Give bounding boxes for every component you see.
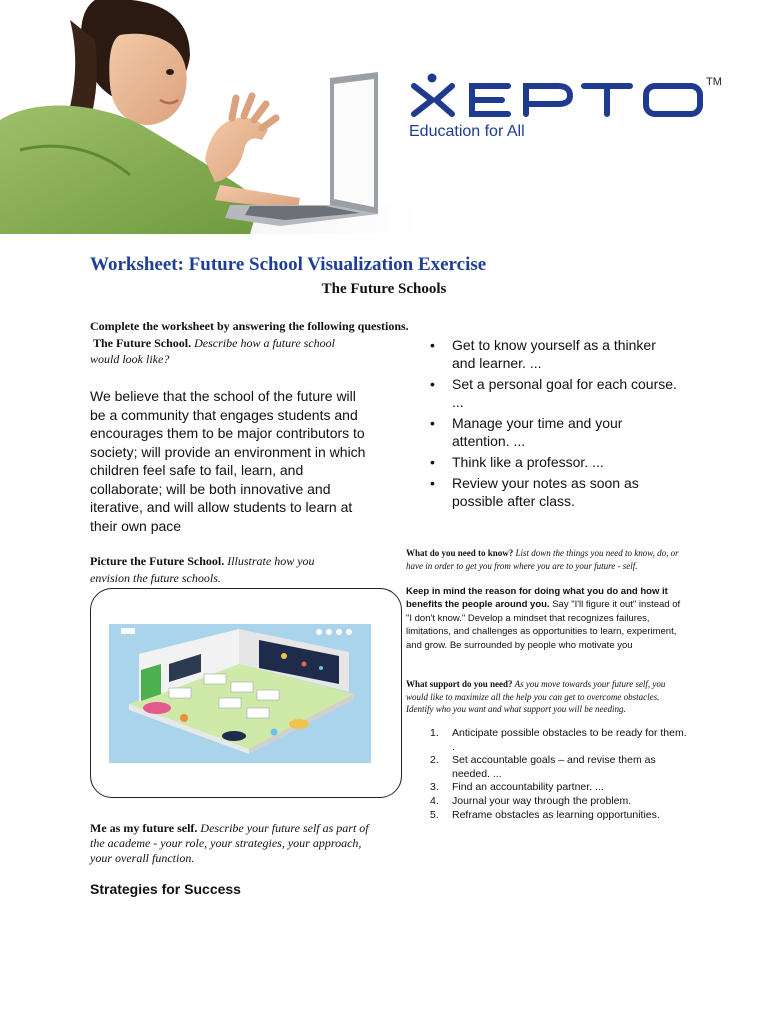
list-item: • Review your notes as soon as possible after class. [430,474,680,510]
answer-future-school: We believe that the school of the future will be a community that engages students and encourages them to be major contributors to society; will provide an environment in which children feel safe to fail, learn, and collaborate; will be both innovative and iterative, and will allow students to learn at their own pace [90,388,366,534]
list-item: • Set a personal goal for each course. ... [430,375,680,411]
obstacle-steps-list [430,727,690,822]
answer-body: Say "I'll figure it out" instead of "I don't know." Develop a mindset that recognizes failures, limitations, and challenges as opportunities to learn, experiment, and grow. Be surrounded by people who motivate you [406,599,681,651]
question-picture-school [90,553,350,587]
question-what-to-know [406,547,681,573]
question-lead: What do you need to know? [406,548,514,558]
xepto-logo [408,72,708,118]
strategies-heading: Strategies for Success [90,881,241,897]
question-lead: Me as my future self. [90,821,198,835]
answer-what-to-know [406,585,682,652]
worksheet-subtitle: The Future Schools [321,281,447,297]
list-item: • Manage your time and your attention. ... [430,414,680,450]
header-banner [0,0,768,234]
instructions-text: Complete the worksheet by answering the following questions. [90,319,409,333]
list-item [430,727,690,754]
question-future-school [90,335,365,367]
list-text: Journal your way through the problem. [452,794,632,807]
question-lead: Picture the Future School. [90,554,225,568]
answer-lead: Keep in mind the reason for doing what you do and how it benefits the people around you. [406,586,668,611]
list-item: • Get to know yourself as a thinker and learner. ... [430,336,680,372]
list-text: Find an accountability partner. ... [452,781,604,794]
girl-with-laptop-photo [0,0,420,234]
list-item [430,781,690,795]
trademark-symbol: TM [706,76,722,88]
list-item [430,809,690,823]
future-classroom-illustration [109,624,371,763]
list-number: 5. [430,808,439,821]
question-prompt: List down the things you need to know, do, or have in order to get you from where you are to your future - self. [406,548,679,571]
question-lead: What support do you need? [406,679,513,689]
question-support-needed [406,678,682,716]
list-text: Set accountable goals – and revise them as needed. ... [452,754,656,780]
question-prompt: Illustrate how you envision the future schools. [90,554,315,585]
list-item [430,754,690,781]
worksheet-title: Worksheet: Future School Visualization Exercise [90,254,487,275]
question-prompt: As you move towards your future self, you would like to maximize all the help you can get to overcome obstacles. Identify who you want and what support you will be needing. [406,679,666,714]
question-prompt: Describe your future self as part of the academe - your role, your strategies, your approach, your overall function. [90,821,369,865]
question-lead: The Future School. [93,336,192,350]
list-text: Anticipate possible obstacles to be ready for them. . [452,727,687,753]
list-item: • Think like a professor. ... [430,453,680,471]
study-tips-list [430,336,680,513]
list-number: 1. [430,727,439,739]
brand-tagline: Education for All [409,123,525,140]
list-number: 4. [430,794,439,807]
list-number: 3. [430,781,439,794]
list-item [430,795,690,809]
question-prompt: Describe how a future school would look like? [90,336,335,366]
question-future-self [90,821,370,866]
list-text: Reframe obstacles as learning opportunities. [452,808,660,821]
list-number: 2. [430,754,439,767]
